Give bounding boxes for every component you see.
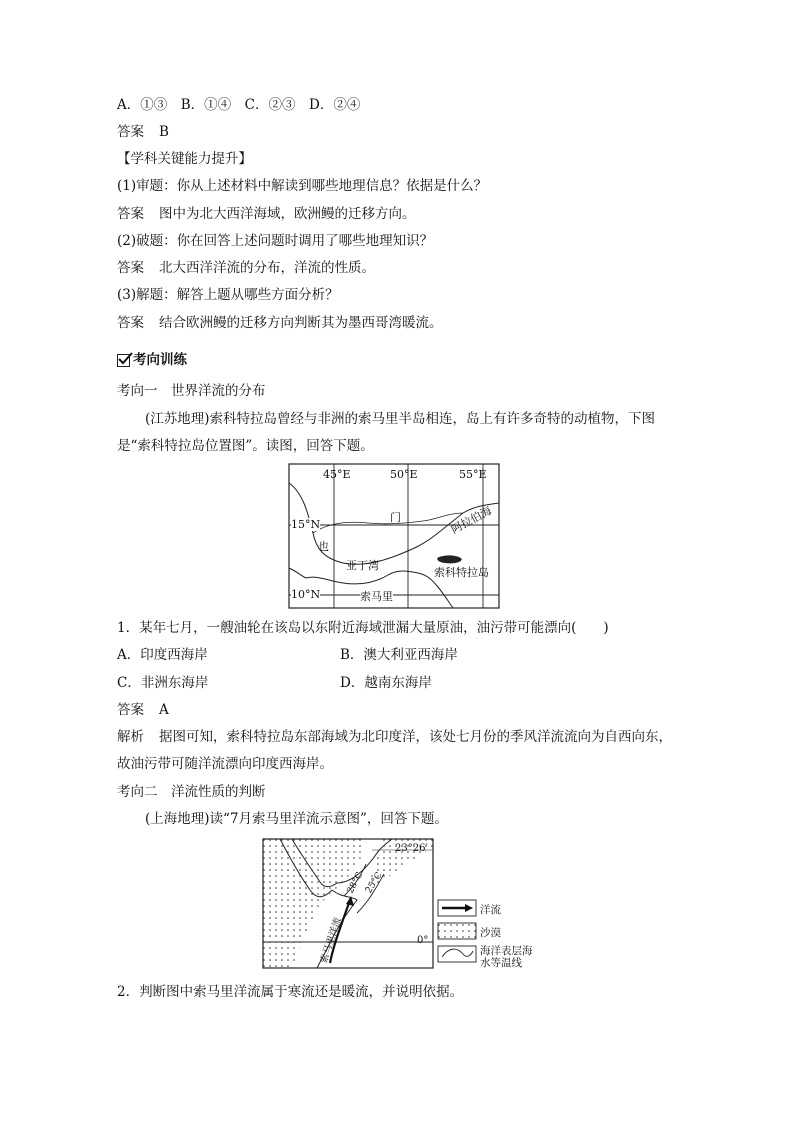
map-label-somalia: 索马里 — [360, 590, 393, 603]
map-label-socotra: 索科特拉岛 — [434, 566, 489, 579]
q1-option-d: D．越南东海岸 — [340, 675, 432, 691]
q1-option-a: A．印度西海岸 — [117, 647, 208, 663]
answer-value: B — [159, 124, 169, 140]
q1-option-b: B．澳大利亚西海岸 — [340, 647, 458, 663]
answer-line — [117, 123, 169, 141]
q1-option-c: C．非洲东海岸 — [117, 675, 209, 691]
answer-value: 北大西洋洋流的分布，洋流的性质。 — [159, 260, 375, 276]
answer-value: A — [159, 702, 169, 718]
answer-value: 结合欧洲鳗的迁移方向判断其为墨西哥湾暖流。 — [159, 315, 443, 331]
answer-label: 答案 — [117, 315, 144, 331]
legend-current: 洋流 — [480, 904, 501, 916]
answer-label: 答案 — [117, 260, 144, 276]
legend-isotherm-line1: 海洋表层海 — [480, 945, 533, 957]
lon-label-45: 45°E — [323, 468, 351, 481]
answer-label: 答案 — [117, 124, 144, 140]
analysis-label: 解析 — [117, 729, 144, 745]
question-break: (2)破题：你在回答上述问题时调用了哪些地理知识？ — [117, 233, 434, 249]
answer-line — [117, 701, 169, 719]
question-review: (1)审题：你从上述材料中解读到哪些地理信息？依据是什么？ — [117, 178, 488, 194]
answer-label: 答案 — [117, 206, 144, 222]
map-legend — [437, 899, 537, 971]
map-label-men: 门 — [390, 511, 401, 524]
analysis-line — [117, 728, 672, 746]
map-label-arabian-sea: 阿拉伯海 — [448, 504, 494, 537]
answer-label: 答案 — [117, 702, 144, 718]
section-header — [117, 351, 187, 369]
legend-isotherm-line2: 水等温线 — [480, 957, 522, 969]
map-label-gulf-of-aden: 亚丁湾 — [346, 559, 379, 572]
topic-intro: 是“索科特拉岛位置图”。读图，回答下题。 — [117, 438, 374, 454]
question-1-stem: 1．某年七月，一艘油轮在该岛以东附近海域泄漏大量原油，油污带可能漂向( ) — [117, 620, 609, 636]
lon-label-55: 55°E — [459, 468, 487, 481]
socotra-location-map — [288, 463, 500, 609]
legend-desert: 沙漠 — [480, 927, 501, 939]
map-label-ye: 也 — [318, 540, 329, 553]
analysis-text: 据图可知，索科特拉岛东部海域为北印度洋，该处七月份的季风洋流流向为自西向东， — [159, 729, 672, 745]
answer-line — [117, 259, 375, 277]
legend-isotherm — [480, 945, 533, 969]
lat-label-10: 10°N — [291, 588, 321, 601]
topic-intro: (上海地理)读“7月索马里洋流示意图”，回答下题。 — [145, 811, 448, 827]
answer-options-line: A．①③ B．①④ C．②③ D．②④ — [117, 97, 361, 113]
isotherm-label-28: 28°C — [345, 870, 366, 896]
answer-line — [117, 205, 416, 223]
question-solve: (3)解题：解答上题从哪些方面分析？ — [117, 287, 339, 303]
lat-label-15: 15°N — [291, 518, 321, 531]
isotherm-label-25: 25°C — [364, 870, 385, 896]
ability-heading: 【学科关键能力提升】 — [117, 151, 252, 167]
current-label-somali: 索马里洋流 — [318, 916, 344, 965]
topic-title: 考向一 世界洋流的分布 — [117, 383, 266, 399]
lat-label-tropic: 23°26′ — [395, 843, 428, 854]
topic-title: 考向二 洋流性质的判断 — [117, 784, 266, 800]
section-title: 考向训练 — [133, 352, 187, 368]
analysis-continued: 故油污带可随洋流漂向印度西海岸。 — [117, 756, 333, 772]
topic-intro: (江苏地理)索科特拉岛曾经与非洲的索马里半岛相连，岛上有许多奇特的动植物，下图 — [145, 411, 656, 427]
answer-line — [117, 314, 443, 332]
checkbox-icon — [117, 354, 130, 367]
lon-label-50: 50°E — [390, 468, 418, 481]
lat-label-equator: 0° — [417, 935, 429, 946]
answer-value: 图中为北大西洋海域，欧洲鳗的迁移方向。 — [159, 206, 416, 222]
somali-current-map — [262, 838, 434, 969]
question-2-stem: 2．判断图中索马里洋流属于寒流还是暖流，并说明依据。 — [117, 984, 464, 1000]
